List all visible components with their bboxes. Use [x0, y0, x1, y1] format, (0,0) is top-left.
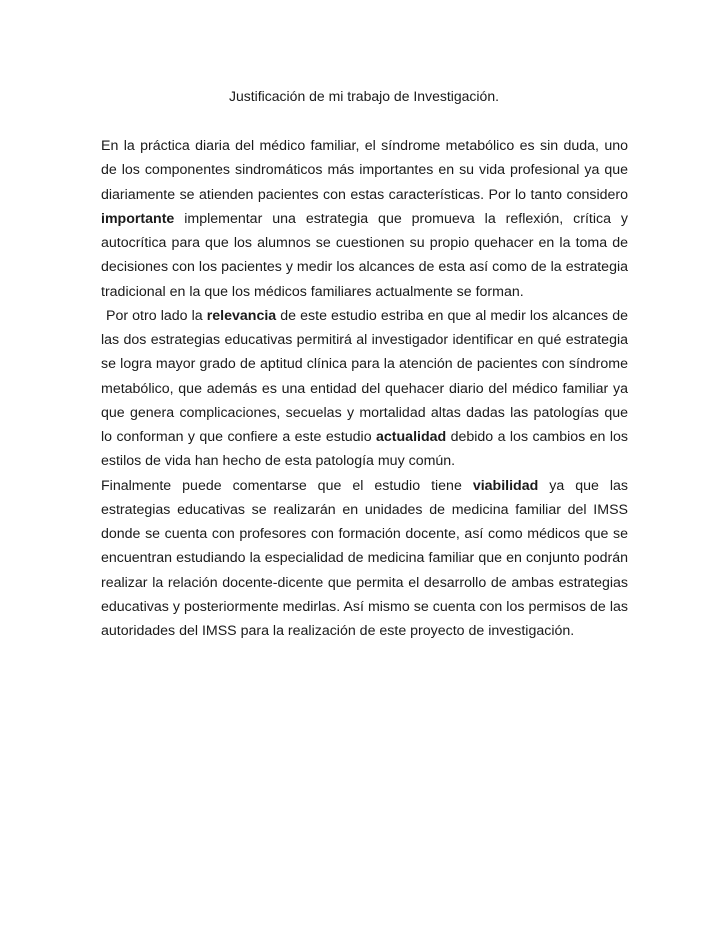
paragraph-relevancia-text-3: debido a los cambios en los estilos de vida han hecho de esta patología muy común. [101, 429, 628, 470]
paragraph-viabilidad-text-1: Finalmente puede comentarse que el estudio tiene [101, 477, 473, 494]
keyword-importante: importante [101, 210, 175, 227]
keyword-viabilidad: viabilidad [472, 477, 539, 494]
paragraph-relevancia-text-2: de este estudio estriba en que al medir los alcances de las dos estrategias educativas permitirá al investigador identificar en qué estrategia se logra mayor grado de aptitud clínica para la atención de pacientes con síndrome metabólico, que además es una entidad del quehacer diario del médico familiar ya que genera complicaciones, secuelas y mortalidad altas dadas las patologías que lo conforman y que confiere a este estudio [101, 307, 628, 445]
paragraph-intro-text-1: En la práctica diaria del médico familiar, el síndrome metabólico es sin duda, uno de los componentes sindromáticos más importantes en su vida profesional ya que diariamente se atienden pacientes con estas características. Por lo tanto considero [101, 138, 628, 203]
paragraph-relevancia-text-1: Por otro lado la [106, 307, 207, 324]
paragraph-relevancia [101, 304, 628, 474]
document-title [0, 86, 728, 106]
paragraph-intro-text-2: implementar una estrategia que promueva la reflexión, crítica y autocrítica para que los alumnos se cuestionen su propio quehacer en la toma de decisiones con los pacientes y medir los alcances de esta así como de la estrategia tradicional en la que los médicos familiares actualmente se forman. [101, 210, 628, 300]
keyword-actualidad: actualidad [376, 429, 447, 445]
paragraph-intro [101, 134, 628, 304]
document-title-text: Justificación de mi trabajo de Investigación. [228, 88, 500, 104]
keyword-relevancia: relevancia [206, 307, 277, 324]
paragraph-viabilidad [101, 474, 628, 644]
paragraph-viabilidad-text-2: ya que las estrategias educativas se realizarán en unidades de medicina familiar del IMSS donde se cuenta con profesores con formación docente, así como médicos que se encuentran estudiando la especialidad de medicina familiar que en conjunto podrán realizar la relación docente-dicente que permita el desarrollo de ambas estrategias educativas y posteriormente medirlas. Así mismo se cuenta con los permisos de las autoridades del IMSS para la realización de este proyecto de investigación. [101, 477, 628, 639]
document-body [101, 134, 628, 643]
